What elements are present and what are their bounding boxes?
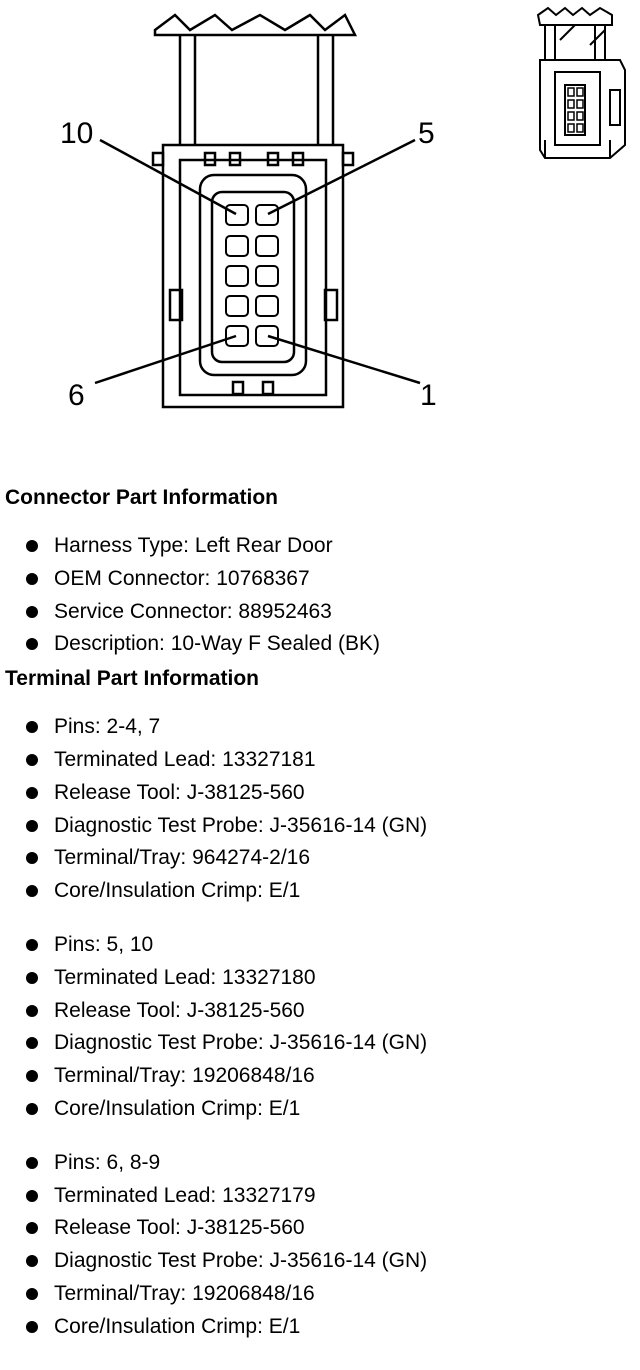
bullet-icon xyxy=(26,1255,38,1267)
bullet-icon xyxy=(26,754,38,766)
callout-pin-1: 1 xyxy=(420,379,437,412)
list-item: Diagnostic Test Probe: J-35616-14 (GN) xyxy=(0,1245,640,1278)
callout-pin-5: 5 xyxy=(418,117,435,150)
pin-cavities xyxy=(226,205,278,346)
bullet-icon xyxy=(26,1005,38,1017)
bullet-icon xyxy=(26,1037,38,1049)
connector-body xyxy=(163,145,343,407)
list-item: Release Tool: J-38125-560 xyxy=(0,1212,640,1245)
bullet-icon xyxy=(26,852,38,864)
bullet-icon xyxy=(26,787,38,799)
terminal-group-2 xyxy=(0,929,640,1126)
bullet-icon xyxy=(26,1070,38,1082)
list-item: Core/Insulation Crimp: E/1 xyxy=(0,1311,640,1344)
list-item: Pins: 6, 8-9 xyxy=(0,1147,640,1180)
list-item: Terminal/Tray: 19206848/16 xyxy=(0,1278,640,1311)
list-item: Terminated Lead: 13327180 xyxy=(0,962,640,995)
bullet-icon xyxy=(26,606,38,618)
list-item: Terminated Lead: 13327181 xyxy=(0,744,640,777)
list-item: Description: 10-Way F Sealed (BK) xyxy=(0,628,640,661)
list-item: Diagnostic Test Probe: J-35616-14 (GN) xyxy=(0,1027,640,1060)
list-item: Release Tool: J-38125-560 xyxy=(0,777,640,810)
list-item: Terminal/Tray: 964274-2/16 xyxy=(0,842,640,875)
bullet-icon xyxy=(26,1222,38,1234)
connector-heading: Connector Part Information xyxy=(5,486,279,509)
list-item: Diagnostic Test Probe: J-35616-14 (GN) xyxy=(0,810,640,843)
terminal-group-3 xyxy=(0,1147,640,1344)
part-information xyxy=(0,480,640,1344)
bullet-icon xyxy=(26,540,38,552)
connector-isometric-view xyxy=(538,8,625,158)
list-item: Core/Insulation Crimp: E/1 xyxy=(0,1093,640,1126)
list-item: Service Connector: 88952463 xyxy=(0,596,640,629)
bullet-icon xyxy=(26,885,38,897)
list-item: Terminal/Tray: 19206848/16 xyxy=(0,1060,640,1093)
list-item: Core/Insulation Crimp: E/1 xyxy=(0,875,640,908)
connector-info-list xyxy=(0,530,640,661)
list-item: Harness Type: Left Rear Door xyxy=(0,530,640,563)
connector-diagram xyxy=(0,0,640,430)
list-item: Terminated Lead: 13327179 xyxy=(0,1180,640,1213)
leader-lines xyxy=(95,140,420,383)
list-item: OEM Connector: 10768367 xyxy=(0,563,640,596)
callout-pin-6: 6 xyxy=(68,379,85,412)
bullet-icon xyxy=(26,638,38,650)
bullet-icon xyxy=(26,1157,38,1169)
bullet-icon xyxy=(26,972,38,984)
bullet-icon xyxy=(26,939,38,951)
bullet-icon xyxy=(26,1321,38,1333)
bullet-icon xyxy=(26,1190,38,1202)
callout-pin-10: 10 xyxy=(60,117,94,150)
terminal-group-1 xyxy=(0,711,640,908)
bullet-icon xyxy=(26,1288,38,1300)
bullet-icon xyxy=(26,820,38,832)
bullet-icon xyxy=(26,1103,38,1115)
latch-top-shape xyxy=(155,15,355,35)
terminal-heading: Terminal Part Information xyxy=(5,667,259,691)
bullet-icon xyxy=(26,721,38,733)
bullet-icon xyxy=(26,573,38,585)
connector-face-view xyxy=(0,0,640,430)
list-item: Pins: 2-4, 7 xyxy=(0,711,640,744)
list-item: Release Tool: J-38125-560 xyxy=(0,995,640,1028)
list-item: Pins: 5, 10 xyxy=(0,929,640,962)
